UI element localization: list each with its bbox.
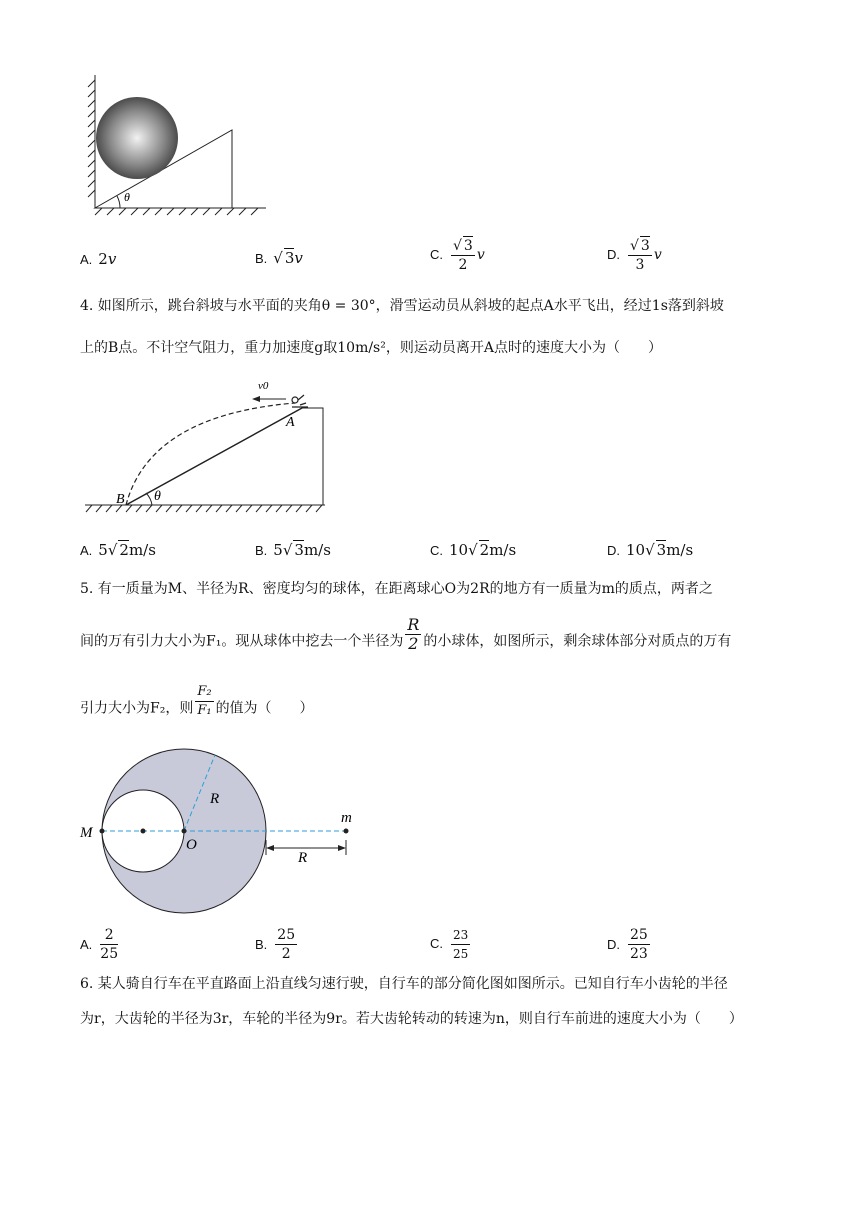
q5-line-1: 5. 有一质量为M、半径为R、密度均匀的球体，在距离球心O为2R的地方有一质量为m的质点，两者之 — [80, 581, 713, 597]
q4-option-d[interactable]: D. 10√ 3m/s — [607, 541, 694, 559]
q5-line-3: 引力大小为F₂，则 $\frac{\text{F₂}}{\text{F₁}}$ 的值为（ ） — [80, 684, 314, 718]
angle-arc — [117, 196, 120, 208]
q4-option-b[interactable]: B. 5√ 3m/s — [255, 541, 331, 559]
skier-icon — [292, 395, 308, 407]
label-r1: R — [210, 791, 220, 807]
v0-label: v0 — [258, 380, 269, 392]
q3-option-c[interactable]: C. $\frac{√ 3}{2}$ v — [430, 238, 485, 273]
q3-option-d[interactable]: D. $\frac{√ 3}{3}$ v — [607, 238, 662, 273]
slope-face — [126, 408, 302, 505]
q3-option-a[interactable]: A. 2v — [80, 250, 117, 268]
q4-line-2: 上的B点。不计空气阻力，重力加速度g取10m/s²，则运动员离开A点时的速度大小为（ ） — [80, 340, 662, 356]
q4-line-1: 4. 如图所示，跳台斜坡与水平面的夹角θ = 30°，滑雪运动员从斜坡的起点A水平飞出，经过1s落到斜坡 — [80, 298, 724, 314]
q6-line-2: 为r，大齿轮的半径为3r，车轮的半径为9r。若大齿轮转动的转速为n，则自行车前进的速度大小为（ ） — [80, 1011, 743, 1027]
angle-arc — [146, 493, 152, 505]
theta-label: θ — [124, 190, 130, 204]
q4-option-c[interactable]: C. 10√ 2m/s — [430, 541, 517, 559]
q5-option-a[interactable]: A. $\frac{2}{25}$ — [80, 927, 119, 962]
label-o: O — [186, 837, 197, 853]
q5-option-d[interactable]: D. $\frac{25}{23}$ — [607, 927, 648, 962]
label-m-big: M — [80, 825, 93, 841]
point-b-label: B — [116, 492, 125, 507]
ground-hatching — [95, 208, 266, 215]
q4-option-a[interactable]: A. 5√ 2m/s — [80, 541, 156, 559]
q4-figure — [80, 375, 330, 520]
ball — [96, 97, 178, 179]
q5-option-c[interactable]: C. $\frac{23}{25}$ — [430, 928, 469, 961]
trajectory — [126, 403, 295, 505]
q5-option-b[interactable]: B. $\frac{25}{2}$ — [255, 927, 296, 962]
label-m-small: m — [341, 810, 352, 826]
q5-line-2: 间的万有引力大小为F₁。现从球体中挖去一个半径为 $\frac{R}{2}$ 的小球体，如图所示，剩余球体部分对质点的万有 — [80, 615, 732, 653]
q6-line-1: 6. 某人骑自行车在平直路面上沿直线匀速行驶，自行车的部分简化图如图所示。已知自行车小齿轮的半径 — [80, 976, 728, 992]
q3-option-b[interactable]: B. √ 3v — [255, 249, 303, 267]
point-a-label: A — [286, 415, 295, 430]
q3-figure — [80, 70, 275, 220]
label-r2: R — [298, 850, 308, 866]
wall-hatching — [88, 75, 95, 208]
q5-figure — [78, 745, 368, 917]
theta-label: θ — [154, 489, 161, 504]
